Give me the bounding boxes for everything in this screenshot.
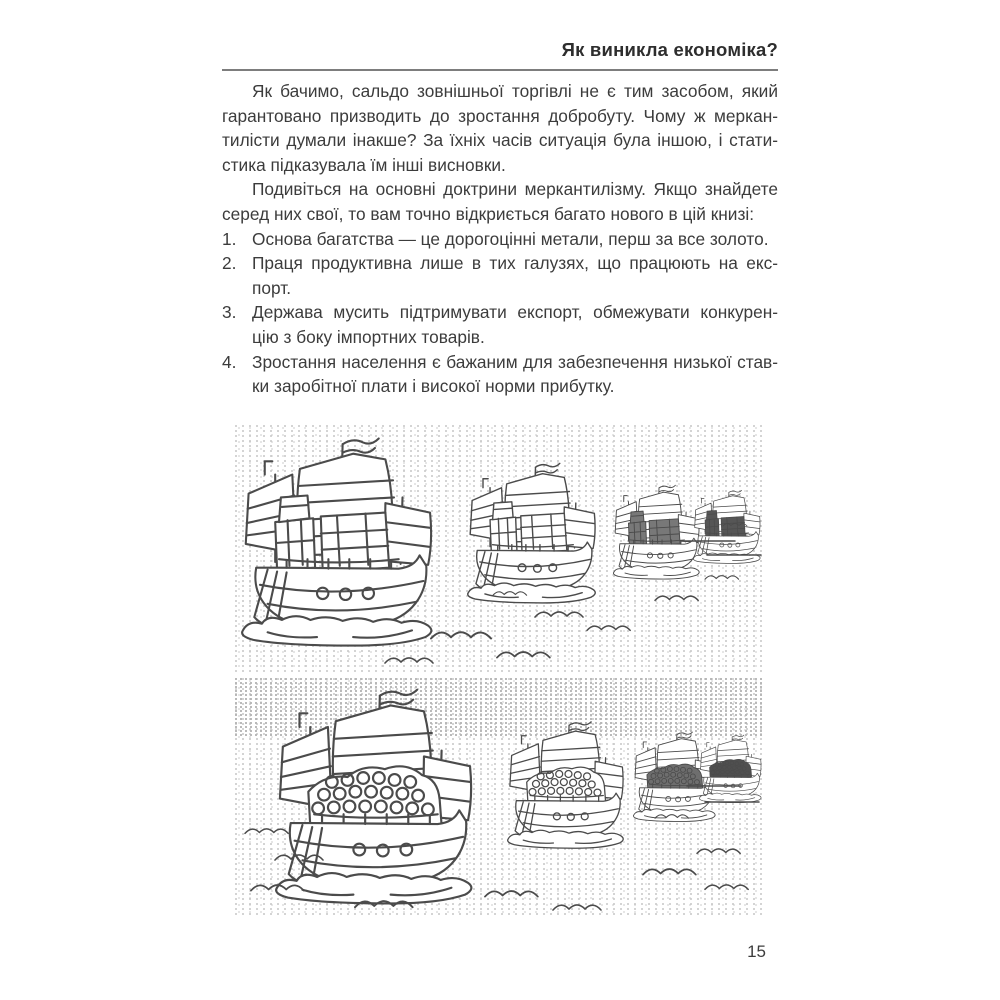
text-line: цію з боку імпортних товарів.: [252, 326, 485, 347]
paragraph: [222, 177, 778, 226]
junk-ship-tiny: [693, 490, 760, 563]
text-line: Як бачимо, сальдо зовнішньої торгівлі не є тим засобом, який: [252, 81, 778, 101]
list-item: [222, 300, 778, 349]
list-number: 3.: [222, 302, 237, 323]
text-line: Зростання населення є бажаним для забезпечення низької став-: [252, 351, 778, 372]
junk-ship-small: [633, 732, 715, 821]
junk-ship-medium: [468, 463, 595, 603]
illustration-junk-fleet-coins: [235, 678, 765, 917]
header-rule: [222, 69, 778, 71]
text-line: Держава мусить підтримувати експорт, обмежувати конкурен-: [252, 302, 778, 323]
junk-ship-large: [276, 690, 471, 904]
text-line: стика підказувала їм інші висновки.: [222, 154, 506, 175]
list-item: [222, 227, 778, 252]
body-text: [222, 79, 778, 917]
list-item-text: [252, 251, 778, 300]
text-line: тилісти думали інакше? За їхніх часів ситуація була іншою, і стати-: [222, 130, 778, 151]
list-item-text: [252, 300, 778, 349]
junk-fleet-crates-drawing: [235, 425, 765, 672]
illustration-junk-fleet-crates: [235, 425, 765, 672]
text-line: ки заробітної плати і високої норми прибутку.: [252, 376, 615, 397]
text-line: Праця продуктивна лише в тих галузях, що працюють на екс-: [252, 253, 778, 274]
text-column: [222, 40, 778, 917]
text-line: порт.: [252, 277, 291, 298]
junk-ship-small: [613, 485, 699, 579]
list-item: [222, 251, 778, 300]
list-item: [222, 350, 778, 399]
list-item-text: [252, 227, 778, 252]
list-item-text: [252, 350, 778, 399]
list-number: 4.: [222, 351, 237, 372]
running-header: Як виникла економіка?: [561, 39, 778, 60]
doctrine-list: [222, 227, 778, 399]
text-line: гарантовано призводить до зростання добробуту. Чому ж меркан-: [222, 105, 778, 126]
text-line: Основа багатства — це дорогоцінні метали, перш за все золото.: [252, 228, 769, 249]
page-number: 15: [747, 942, 766, 961]
text-line: Подивіться на основні доктрини меркантилізму. Якщо знайдете: [252, 179, 778, 200]
junk-ship-medium: [508, 722, 624, 848]
list-number: 1.: [222, 228, 237, 249]
paragraph: [222, 79, 778, 177]
list-number: 2.: [222, 253, 237, 274]
junk-fleet-coins-drawing: [235, 678, 765, 917]
junk-ship-large: [242, 438, 431, 645]
text-line: серед них свої, то вам точно відкриється багато нового в цій книзі:: [222, 203, 755, 224]
